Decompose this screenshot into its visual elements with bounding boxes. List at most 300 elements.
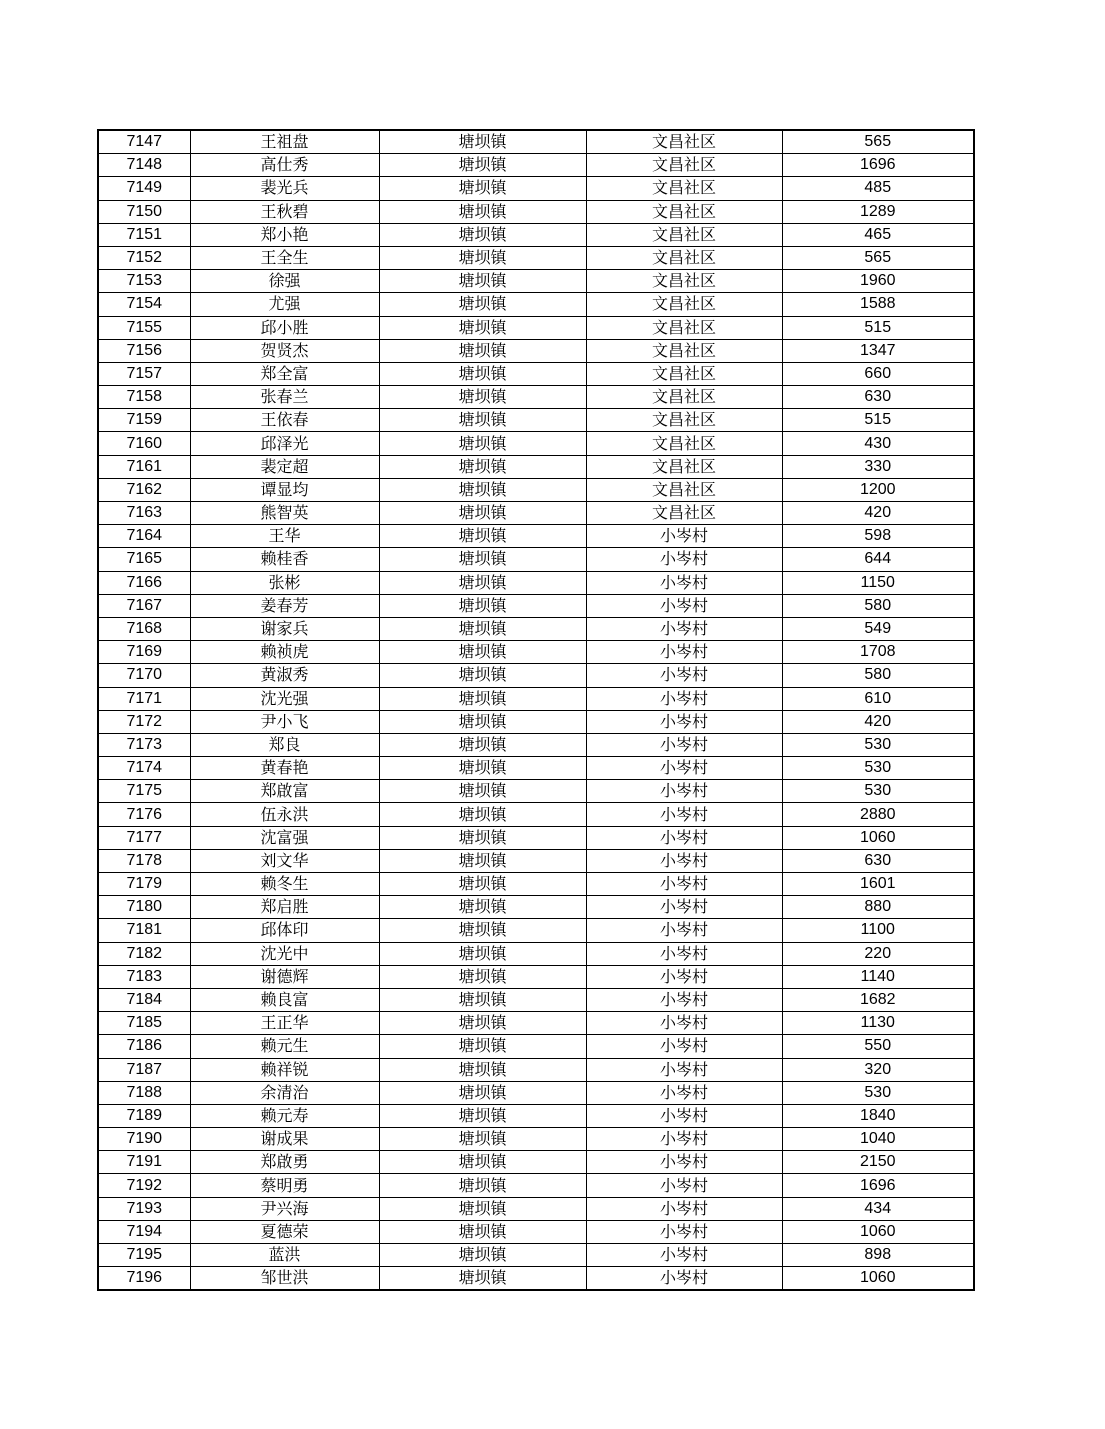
- village-cell: 小岑村: [586, 896, 782, 919]
- town-cell: 塘坝镇: [379, 316, 586, 339]
- town-cell: 塘坝镇: [379, 154, 586, 177]
- table-row: [98, 432, 974, 455]
- name-cell: 伍永洪: [190, 803, 379, 826]
- name-cell: 郑良: [190, 733, 379, 756]
- town-cell: 塘坝镇: [379, 386, 586, 409]
- amount-cell: 330: [782, 455, 974, 478]
- amount-cell: 660: [782, 362, 974, 385]
- village-cell: 小岑村: [586, 826, 782, 849]
- row-number-cell: 7191: [98, 1151, 190, 1174]
- village-cell: 小岑村: [586, 525, 782, 548]
- row-number-cell: 7172: [98, 710, 190, 733]
- row-number-cell: 7169: [98, 641, 190, 664]
- table-row: [98, 362, 974, 385]
- row-number-cell: 7170: [98, 664, 190, 687]
- amount-cell: 1960: [782, 270, 974, 293]
- village-cell: 文昌社区: [586, 339, 782, 362]
- table-row: [98, 757, 974, 780]
- amount-cell: 1696: [782, 154, 974, 177]
- row-number-cell: 7179: [98, 873, 190, 896]
- village-cell: 文昌社区: [586, 246, 782, 269]
- village-cell: 小岑村: [586, 1081, 782, 1104]
- village-cell: 小岑村: [586, 965, 782, 988]
- row-number-cell: 7187: [98, 1058, 190, 1081]
- town-cell: 塘坝镇: [379, 200, 586, 223]
- row-number-cell: 7168: [98, 617, 190, 640]
- table-row: [98, 664, 974, 687]
- town-cell: 塘坝镇: [379, 664, 586, 687]
- row-number-cell: 7181: [98, 919, 190, 942]
- amount-cell: 420: [782, 502, 974, 525]
- row-number-cell: 7153: [98, 270, 190, 293]
- row-number-cell: 7157: [98, 362, 190, 385]
- table-row: [98, 594, 974, 617]
- village-cell: 文昌社区: [586, 455, 782, 478]
- amount-cell: 1588: [782, 293, 974, 316]
- name-cell: 夏德荣: [190, 1220, 379, 1243]
- amount-cell: 630: [782, 849, 974, 872]
- table-row: [98, 641, 974, 664]
- village-cell: 文昌社区: [586, 386, 782, 409]
- village-cell: 文昌社区: [586, 270, 782, 293]
- village-cell: 文昌社区: [586, 362, 782, 385]
- row-number-cell: 7171: [98, 687, 190, 710]
- town-cell: 塘坝镇: [379, 780, 586, 803]
- amount-cell: 434: [782, 1197, 974, 1220]
- name-cell: 张彬: [190, 571, 379, 594]
- name-cell: 赖冬生: [190, 873, 379, 896]
- town-cell: 塘坝镇: [379, 571, 586, 594]
- name-cell: 谢德辉: [190, 965, 379, 988]
- name-cell: 赖祥锐: [190, 1058, 379, 1081]
- town-cell: 塘坝镇: [379, 455, 586, 478]
- town-cell: 塘坝镇: [379, 525, 586, 548]
- table-row: [98, 293, 974, 316]
- row-number-cell: 7156: [98, 339, 190, 362]
- name-cell: 张春兰: [190, 386, 379, 409]
- table-row: [98, 154, 974, 177]
- amount-cell: 1682: [782, 988, 974, 1011]
- town-cell: 塘坝镇: [379, 1220, 586, 1243]
- town-cell: 塘坝镇: [379, 710, 586, 733]
- table-row: [98, 502, 974, 525]
- town-cell: 塘坝镇: [379, 1081, 586, 1104]
- amount-cell: 320: [782, 1058, 974, 1081]
- village-cell: 小岑村: [586, 664, 782, 687]
- amount-cell: 1060: [782, 826, 974, 849]
- name-cell: 赖元生: [190, 1035, 379, 1058]
- name-cell: 郑啟富: [190, 780, 379, 803]
- town-cell: 塘坝镇: [379, 733, 586, 756]
- amount-cell: 1708: [782, 641, 974, 664]
- table-row: [98, 130, 974, 154]
- name-cell: 沈光中: [190, 942, 379, 965]
- village-cell: 小岑村: [586, 641, 782, 664]
- table-row: [98, 455, 974, 478]
- row-number-cell: 7177: [98, 826, 190, 849]
- town-cell: 塘坝镇: [379, 1012, 586, 1035]
- row-number-cell: 7147: [98, 130, 190, 154]
- name-cell: 谢家兵: [190, 617, 379, 640]
- table-row: [98, 1174, 974, 1197]
- row-number-cell: 7165: [98, 548, 190, 571]
- amount-cell: 880: [782, 896, 974, 919]
- table-row: [98, 965, 974, 988]
- name-cell: 蔡明勇: [190, 1174, 379, 1197]
- table-row: [98, 1035, 974, 1058]
- table-row: [98, 687, 974, 710]
- village-cell: 小岑村: [586, 1058, 782, 1081]
- village-cell: 小岑村: [586, 919, 782, 942]
- town-cell: 塘坝镇: [379, 246, 586, 269]
- name-cell: 尤强: [190, 293, 379, 316]
- amount-cell: 1060: [782, 1267, 974, 1291]
- name-cell: 王秋碧: [190, 200, 379, 223]
- name-cell: 邱体印: [190, 919, 379, 942]
- town-cell: 塘坝镇: [379, 896, 586, 919]
- town-cell: 塘坝镇: [379, 130, 586, 154]
- row-number-cell: 7186: [98, 1035, 190, 1058]
- town-cell: 塘坝镇: [379, 1104, 586, 1127]
- town-cell: 塘坝镇: [379, 687, 586, 710]
- town-cell: 塘坝镇: [379, 1267, 586, 1291]
- row-number-cell: 7154: [98, 293, 190, 316]
- name-cell: 邹世洪: [190, 1267, 379, 1291]
- village-cell: 文昌社区: [586, 409, 782, 432]
- town-cell: 塘坝镇: [379, 826, 586, 849]
- table-row: [98, 246, 974, 269]
- row-number-cell: 7155: [98, 316, 190, 339]
- town-cell: 塘坝镇: [379, 432, 586, 455]
- amount-cell: 530: [782, 1081, 974, 1104]
- amount-cell: 565: [782, 130, 974, 154]
- amount-cell: 485: [782, 177, 974, 200]
- village-cell: 文昌社区: [586, 502, 782, 525]
- amount-cell: 2150: [782, 1151, 974, 1174]
- name-cell: 王正华: [190, 1012, 379, 1035]
- amount-cell: 565: [782, 246, 974, 269]
- amount-cell: 630: [782, 386, 974, 409]
- town-cell: 塘坝镇: [379, 757, 586, 780]
- village-cell: 文昌社区: [586, 316, 782, 339]
- amount-cell: 610: [782, 687, 974, 710]
- village-cell: 小岑村: [586, 1104, 782, 1127]
- village-cell: 小岑村: [586, 942, 782, 965]
- amount-cell: 530: [782, 757, 974, 780]
- village-cell: 小岑村: [586, 617, 782, 640]
- name-cell: 赖祯虎: [190, 641, 379, 664]
- row-number-cell: 7178: [98, 849, 190, 872]
- town-cell: 塘坝镇: [379, 873, 586, 896]
- row-number-cell: 7159: [98, 409, 190, 432]
- town-cell: 塘坝镇: [379, 965, 586, 988]
- records-table-body: [98, 130, 974, 1290]
- village-cell: 文昌社区: [586, 293, 782, 316]
- village-cell: 小岑村: [586, 687, 782, 710]
- table-row: [98, 803, 974, 826]
- town-cell: 塘坝镇: [379, 641, 586, 664]
- table-row: [98, 780, 974, 803]
- village-cell: 文昌社区: [586, 130, 782, 154]
- village-cell: 小岑村: [586, 1244, 782, 1267]
- amount-cell: 530: [782, 780, 974, 803]
- row-number-cell: 7195: [98, 1244, 190, 1267]
- row-number-cell: 7161: [98, 455, 190, 478]
- table-row: [98, 942, 974, 965]
- name-cell: 熊智英: [190, 502, 379, 525]
- village-cell: 小岑村: [586, 1151, 782, 1174]
- name-cell: 尹小飞: [190, 710, 379, 733]
- town-cell: 塘坝镇: [379, 478, 586, 501]
- table-row: [98, 617, 974, 640]
- amount-cell: 580: [782, 594, 974, 617]
- table-row: [98, 849, 974, 872]
- village-cell: 小岑村: [586, 548, 782, 571]
- name-cell: 徐强: [190, 270, 379, 293]
- town-cell: 塘坝镇: [379, 548, 586, 571]
- row-number-cell: 7184: [98, 988, 190, 1011]
- village-cell: 小岑村: [586, 849, 782, 872]
- table-row: [98, 733, 974, 756]
- row-number-cell: 7176: [98, 803, 190, 826]
- row-number-cell: 7152: [98, 246, 190, 269]
- village-cell: 小岑村: [586, 733, 782, 756]
- name-cell: 邱泽光: [190, 432, 379, 455]
- name-cell: 赖良富: [190, 988, 379, 1011]
- village-cell: 小岑村: [586, 873, 782, 896]
- name-cell: 裴光兵: [190, 177, 379, 200]
- row-number-cell: 7194: [98, 1220, 190, 1243]
- amount-cell: 550: [782, 1035, 974, 1058]
- village-cell: 文昌社区: [586, 478, 782, 501]
- town-cell: 塘坝镇: [379, 339, 586, 362]
- amount-cell: 1140: [782, 965, 974, 988]
- amount-cell: 1060: [782, 1220, 974, 1243]
- table-row: [98, 409, 974, 432]
- amount-cell: 2880: [782, 803, 974, 826]
- name-cell: 王依春: [190, 409, 379, 432]
- village-cell: 小岑村: [586, 1128, 782, 1151]
- row-number-cell: 7183: [98, 965, 190, 988]
- town-cell: 塘坝镇: [379, 1244, 586, 1267]
- name-cell: 赖桂香: [190, 548, 379, 571]
- amount-cell: 515: [782, 409, 974, 432]
- village-cell: 文昌社区: [586, 200, 782, 223]
- village-cell: 小岑村: [586, 780, 782, 803]
- village-cell: 小岑村: [586, 1035, 782, 1058]
- amount-cell: 1150: [782, 571, 974, 594]
- row-number-cell: 7149: [98, 177, 190, 200]
- table-row: [98, 1197, 974, 1220]
- table-row: [98, 1128, 974, 1151]
- name-cell: 郑啟勇: [190, 1151, 379, 1174]
- town-cell: 塘坝镇: [379, 1197, 586, 1220]
- table-row: [98, 478, 974, 501]
- town-cell: 塘坝镇: [379, 223, 586, 246]
- amount-cell: 898: [782, 1244, 974, 1267]
- town-cell: 塘坝镇: [379, 617, 586, 640]
- table-row: [98, 571, 974, 594]
- row-number-cell: 7193: [98, 1197, 190, 1220]
- village-cell: 小岑村: [586, 710, 782, 733]
- amount-cell: 430: [782, 432, 974, 455]
- town-cell: 塘坝镇: [379, 988, 586, 1011]
- village-cell: 小岑村: [586, 757, 782, 780]
- amount-cell: 644: [782, 548, 974, 571]
- village-cell: 小岑村: [586, 571, 782, 594]
- table-row: [98, 1267, 974, 1291]
- name-cell: 郑启胜: [190, 896, 379, 919]
- table-row: [98, 386, 974, 409]
- village-cell: 小岑村: [586, 988, 782, 1011]
- town-cell: 塘坝镇: [379, 919, 586, 942]
- table-row: [98, 200, 974, 223]
- name-cell: 谭显均: [190, 478, 379, 501]
- table-row: [98, 1220, 974, 1243]
- village-cell: 小岑村: [586, 1174, 782, 1197]
- row-number-cell: 7163: [98, 502, 190, 525]
- row-number-cell: 7188: [98, 1081, 190, 1104]
- village-cell: 小岑村: [586, 594, 782, 617]
- row-number-cell: 7160: [98, 432, 190, 455]
- name-cell: 刘文华: [190, 849, 379, 872]
- town-cell: 塘坝镇: [379, 849, 586, 872]
- amount-cell: 1040: [782, 1128, 974, 1151]
- row-number-cell: 7173: [98, 733, 190, 756]
- amount-cell: 1200: [782, 478, 974, 501]
- town-cell: 塘坝镇: [379, 942, 586, 965]
- table-row: [98, 270, 974, 293]
- records-table: [97, 129, 975, 1291]
- name-cell: 沈富强: [190, 826, 379, 849]
- town-cell: 塘坝镇: [379, 409, 586, 432]
- amount-cell: 220: [782, 942, 974, 965]
- row-number-cell: 7166: [98, 571, 190, 594]
- name-cell: 黄春艳: [190, 757, 379, 780]
- table-row: [98, 1081, 974, 1104]
- village-cell: 小岑村: [586, 803, 782, 826]
- row-number-cell: 7164: [98, 525, 190, 548]
- town-cell: 塘坝镇: [379, 362, 586, 385]
- table-row: [98, 710, 974, 733]
- row-number-cell: 7175: [98, 780, 190, 803]
- row-number-cell: 7192: [98, 1174, 190, 1197]
- amount-cell: 1100: [782, 919, 974, 942]
- table-row: [98, 1058, 974, 1081]
- town-cell: 塘坝镇: [379, 594, 586, 617]
- row-number-cell: 7185: [98, 1012, 190, 1035]
- amount-cell: 1840: [782, 1104, 974, 1127]
- table-row: [98, 988, 974, 1011]
- table-row: [98, 548, 974, 571]
- row-number-cell: 7180: [98, 896, 190, 919]
- row-number-cell: 7158: [98, 386, 190, 409]
- village-cell: 小岑村: [586, 1197, 782, 1220]
- village-cell: 小岑村: [586, 1220, 782, 1243]
- amount-cell: 420: [782, 710, 974, 733]
- name-cell: 邱小胜: [190, 316, 379, 339]
- row-number-cell: 7182: [98, 942, 190, 965]
- town-cell: 塘坝镇: [379, 1128, 586, 1151]
- table-row: [98, 316, 974, 339]
- amount-cell: 515: [782, 316, 974, 339]
- table-row: [98, 1151, 974, 1174]
- village-cell: 文昌社区: [586, 223, 782, 246]
- amount-cell: 598: [782, 525, 974, 548]
- town-cell: 塘坝镇: [379, 1058, 586, 1081]
- row-number-cell: 7167: [98, 594, 190, 617]
- town-cell: 塘坝镇: [379, 1035, 586, 1058]
- name-cell: 郑小艳: [190, 223, 379, 246]
- amount-cell: 580: [782, 664, 974, 687]
- town-cell: 塘坝镇: [379, 1174, 586, 1197]
- village-cell: 文昌社区: [586, 154, 782, 177]
- name-cell: 郑全富: [190, 362, 379, 385]
- table-row: [98, 919, 974, 942]
- name-cell: 王华: [190, 525, 379, 548]
- amount-cell: 1289: [782, 200, 974, 223]
- name-cell: 王祖盘: [190, 130, 379, 154]
- town-cell: 塘坝镇: [379, 502, 586, 525]
- name-cell: 王全生: [190, 246, 379, 269]
- amount-cell: 1601: [782, 873, 974, 896]
- row-number-cell: 7196: [98, 1267, 190, 1291]
- amount-cell: 1696: [782, 1174, 974, 1197]
- name-cell: 贺贤杰: [190, 339, 379, 362]
- village-cell: 文昌社区: [586, 432, 782, 455]
- town-cell: 塘坝镇: [379, 270, 586, 293]
- name-cell: 沈光强: [190, 687, 379, 710]
- amount-cell: 530: [782, 733, 974, 756]
- village-cell: 文昌社区: [586, 177, 782, 200]
- name-cell: 高仕秀: [190, 154, 379, 177]
- name-cell: 谢成果: [190, 1128, 379, 1151]
- row-number-cell: 7148: [98, 154, 190, 177]
- name-cell: 姜春芳: [190, 594, 379, 617]
- name-cell: 黄淑秀: [190, 664, 379, 687]
- town-cell: 塘坝镇: [379, 1151, 586, 1174]
- name-cell: 蓝洪: [190, 1244, 379, 1267]
- row-number-cell: 7150: [98, 200, 190, 223]
- amount-cell: 549: [782, 617, 974, 640]
- row-number-cell: 7190: [98, 1128, 190, 1151]
- amount-cell: 465: [782, 223, 974, 246]
- row-number-cell: 7189: [98, 1104, 190, 1127]
- name-cell: 尹兴海: [190, 1197, 379, 1220]
- table-row: [98, 1244, 974, 1267]
- table-row: [98, 1104, 974, 1127]
- table-row: [98, 339, 974, 362]
- table-row: [98, 177, 974, 200]
- name-cell: 余清治: [190, 1081, 379, 1104]
- table-row: [98, 826, 974, 849]
- name-cell: 赖元寿: [190, 1104, 379, 1127]
- row-number-cell: 7151: [98, 223, 190, 246]
- table-row: [98, 1012, 974, 1035]
- village-cell: 小岑村: [586, 1012, 782, 1035]
- town-cell: 塘坝镇: [379, 803, 586, 826]
- table-row: [98, 223, 974, 246]
- table-row: [98, 525, 974, 548]
- town-cell: 塘坝镇: [379, 293, 586, 316]
- amount-cell: 1130: [782, 1012, 974, 1035]
- table-row: [98, 873, 974, 896]
- name-cell: 裴定超: [190, 455, 379, 478]
- town-cell: 塘坝镇: [379, 177, 586, 200]
- table-row: [98, 896, 974, 919]
- village-cell: 小岑村: [586, 1267, 782, 1291]
- amount-cell: 1347: [782, 339, 974, 362]
